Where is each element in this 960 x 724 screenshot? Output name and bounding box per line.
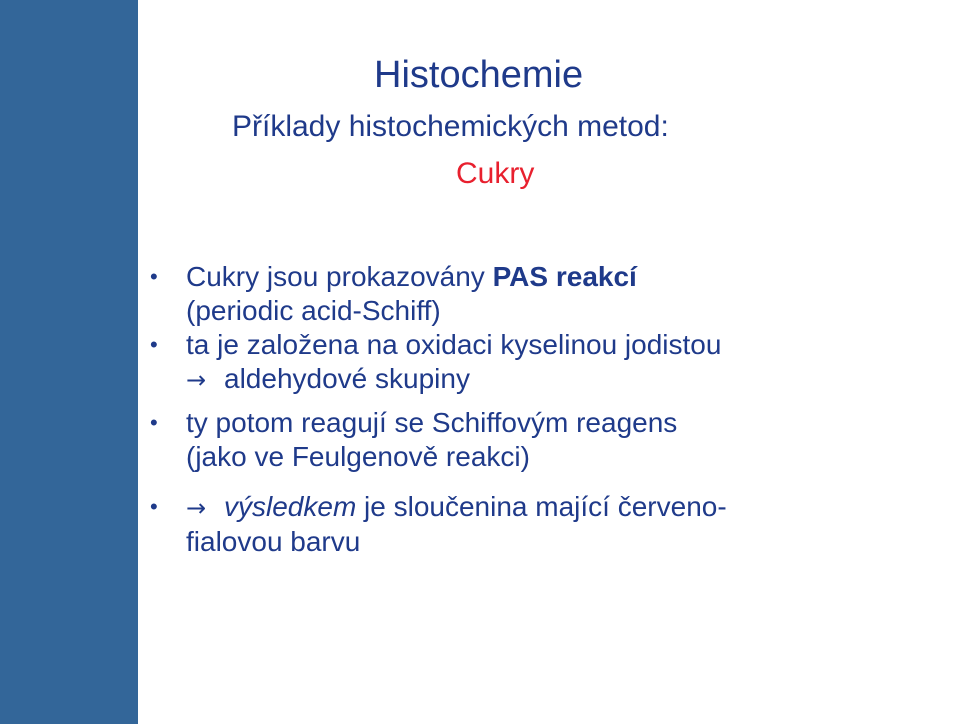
bullet-text: (periodic acid-Schiff) bbox=[186, 295, 441, 326]
bullet-icon: • bbox=[150, 494, 158, 519]
bullet-icon: • bbox=[150, 264, 158, 289]
bullet-line bbox=[186, 362, 940, 397]
bullet-text: (jako ve Feulgenově reakci) bbox=[186, 441, 530, 472]
bullet-text: ty potom reagují se Schiffovým reagens bbox=[186, 407, 678, 438]
page-subtitle: Příklady histochemických metod: bbox=[232, 110, 669, 143]
arrow-right-icon: → bbox=[186, 366, 207, 394]
bullet-text: fialovou barvu bbox=[186, 526, 361, 557]
topic-heading: Cukry bbox=[456, 157, 535, 190]
bullet-text: aldehydové skupiny bbox=[224, 363, 470, 394]
bullet-list bbox=[150, 260, 940, 558]
bullet-emphasis: PAS reakcí bbox=[492, 261, 637, 292]
bullet-text: Cukry jsou prokazovány bbox=[186, 261, 493, 292]
bullet-text: ta je založena na oxidaci kyselinou jodistou bbox=[186, 329, 722, 360]
bullet-line bbox=[186, 260, 940, 294]
bullet-icon: • bbox=[150, 410, 158, 435]
list-item bbox=[150, 396, 940, 490]
arrow-right-icon: → bbox=[186, 494, 207, 522]
list-item bbox=[150, 328, 940, 396]
page-title: Histochemie bbox=[374, 54, 584, 96]
bullet-line bbox=[186, 490, 940, 525]
sidebar-accent-bar bbox=[0, 0, 138, 724]
list-item bbox=[150, 490, 940, 558]
bullet-text: je sloučenina mající červeno- bbox=[356, 491, 727, 522]
bullet-icon: • bbox=[150, 332, 158, 357]
list-item bbox=[150, 260, 940, 328]
bullet-emphasis: výsledkem bbox=[224, 491, 357, 522]
